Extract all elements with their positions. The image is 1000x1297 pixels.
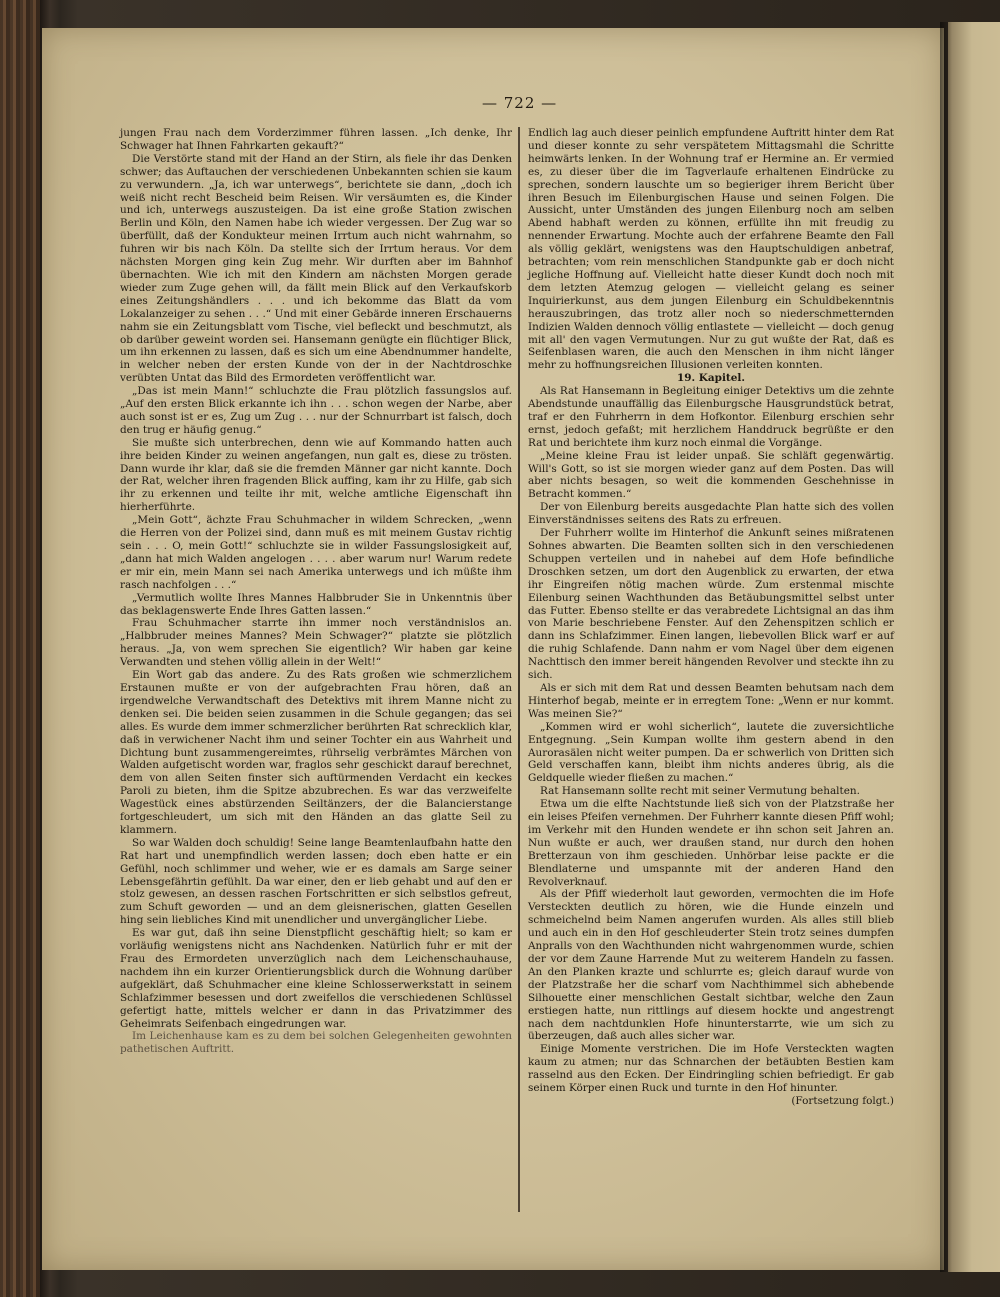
text-column-right: [528, 127, 894, 1108]
page-fold-shadow: [940, 22, 952, 1272]
paragraph: „Vermutlich wollte Ihres Mannes Halbbruder Sie in Unkenntnis über das beklagenswerte Ende Ihres Gatten lassen.“: [120, 591, 512, 617]
adjacent-page-edge: [948, 22, 1000, 1272]
paragraph: „Kommen wird er wohl sicherlich“, lautete die zuversichtliche Entgegnung. „Sein Kumpan wollte ihm gestern abend in den Aurorasälen nicht weiter pumpen. Da er schwerlich von Dritten sich Geld verschaffen kann, bleibt ihm nichts anderes übrig, als die Geldquelle wieder fließen zu machen.“: [528, 720, 894, 785]
paragraph: „Meine kleine Frau ist leider unpaß. Sie schläft gegenwärtig. Will's Gott, so ist sie morgen wieder ganz auf dem Posten. Das will aber nichts besagen, so weit die kommenden Geschehnisse in Betracht kommen.“: [528, 449, 894, 501]
text-column-left: [120, 127, 512, 1056]
paragraph: Frau Schuhmacher starrte ihn immer noch verständnislos an. „Halbbruder meines Mannes? Mein Schwager?“ platzte sie plötzlich heraus. „Ja, von wem sprechen Sie eigentlich? Wir haben gar keine Verwandten und stehen völlig allein in der Welt!“: [120, 617, 512, 669]
paragraph: Als Rat Hansemann in Begleitung einiger Detektivs um die zehnte Abendstunde unauffällig das Eilenburgsche Hausgrundstück betrat, traf er den Fuhrherrn in dem Hofkontor. Eilenburg erschien sehr ernst, jedoch gefaßt; mit herzlichem Handdruck begrüßte er den Rat und berichtete ihm kurz noch einmal die Vorgänge.: [528, 385, 894, 449]
paragraph: „Das ist mein Mann!“ schluchzte die Frau plötzlich fassungslos auf. „Auf den ersten Blick erkannte ich ihn . . . schon wegen der Narbe, aber auch sonst ist er es, Zug um Zug . . . nur der Schnurrbart ist falsch, doch den trug er häufig genug.“: [120, 385, 512, 436]
paragraph: Einige Momente verstrichen. Die im Hofe Versteckten wagten kaum zu atmen; nur das Schnarchen der betäubten Bestien kam rasselnd aus den Ecken. Der Eindringling schien befriedigt. Er gab seinem Körper einen Ruck und turnte in den Hof hinunter.: [528, 1043, 894, 1095]
book-binding: [0, 0, 40, 1297]
paragraph: Es war gut, daß ihn seine Dienstpflicht geschäftig hielt; so kam er vorläufig wenigstens nicht ans Nachdenken. Natürlich fuhr er mit der Frau des Ermordeten unverzüglich nach dem Leichenschauhause, nachdem ihn ein kurzer Orientierungsblick durch die Wohnung darüber aufgeklärt, daß Schuhmacher eine kleine Schlosserwerkstatt in seinem Schlafzimmer besessen und dort zweifellos die verschiedenen Schlüssel gefertigt hatte, mittels welcher er dann in das Privatzimmer des Geheimrats Seifenbach eingedrungen war.: [120, 927, 512, 1030]
paragraph: jungen Frau nach dem Vorderzimmer führen lassen. „Ich denke, Ihr Schwager hat Ihnen Fahrkarten gekauft?“: [120, 127, 512, 152]
paragraph: So war Walden doch schuldig! Seine lange Beamtenlaufbahn hatte den Rat hart und unempfindlich werden lassen; doch eben hatte er ein Gefühl, noch schlimmer und weher, wie er es damals am Sarge seiner Lebensgefährtin gefühlt. Da war einer, den er lieb gehabt und auf den er stolz gewesen, an dessen raschen Fortschritten er sich selbstlos gefreut, zum Schuft geworden — und an dem gleisnerischen, glatten Gesellen hing sein liebliches Kind mit unendlicher und unvergänglicher Liebe.: [120, 836, 512, 927]
column-divider: [518, 127, 520, 1212]
paragraph: Rat Hansemann sollte recht mit seiner Vermutung behalten.: [540, 785, 860, 798]
paragraph: Der von Eilenburg bereits ausgedachte Plan hatte sich des vollen Einverständnisses seitens des Rats zu erfreuen.: [528, 501, 894, 527]
page-number: — 722 —: [482, 94, 558, 112]
paragraph: Die Verstörte stand mit der Hand an der Stirn, als fiele ihr das Denken schwer; das Auftauchen der verschiedenen Unbekannten schien sie kaum zu verwundern. „Ja, ich war unterwegs“, berichtete sie dann, „doch ich weiß nicht recht Bescheid beim Reisen. Wir versäumten es, die Kinder und ich, unterwegs auszusteigen. Da ist eine große Station zwischen Berlin und Köln, den Namen habe ich wieder vergessen. Der Zug war so überfüllt, daß der Kondukteur meinen Irrtum auch nicht wahrnahm, so fuhren wir bis nach Köln. Da stellte sich der Irrtum heraus. Vor dem nächsten Morgen ging kein Zug mehr. Wir durften aber im Bahnhof übernachten. Wie ich mit den Kindern am nächsten Morgen gerade wieder zum Zuge gehen will, da fällt mein Blick auf den Verkaufskorb eines Zeitungshändlers . . . und ich bekomme das Blatt da vom Lokalanzeiger zu sehen . . .“ Und mit einer Gebärde inneren Erschauerns nahm sie ein Zeitungsblatt vom Tische, viel befleckt und beschmutzt, als ob darüber geweint worden sei. Hansemann genügte ein flüchtiger Blick, um ihn erkennen zu lassen, daß es sich um eine Abendnummer handelte, in welcher neben der ersten Kunde von der in der Nachtdroschke verübten Untat das Bild des Ermordeten veröffentlicht war.: [120, 152, 512, 385]
paragraph: „Mein Gott“, ächzte Frau Schuhmacher in wildem Schrecken, „wenn die Herren von der Polizei sind, dann muß es mit meinem Gustav richtig sein . . . O, mein Gott!“ schluchzte sie in wilder Fassungslosigkeit auf, „dann hat mich Walden angelogen . . . . aber warum nur! Warum redete er mir ein, mein Mann sei nach Amerika unterwegs und ich müßte ihm rasch nachfolgen . . .“: [120, 514, 512, 591]
continuation-note: (Fortsetzung folgt.): [791, 1094, 894, 1107]
paragraph: Als er sich mit dem Rat und dessen Beamten behutsam nach dem Hinterhof begab, meinte er in erregtem Tone: „Wenn er nur kommt. Was meinen Sie?“: [528, 681, 894, 720]
paragraph: Etwa um die elfte Nachtstunde ließ sich von der Platzstraße her ein leises Pfeifen vernehmen. Der Fuhrherr kannte diesen Pfiff wohl; im Verkehr mit den Hunden wendete er ihn schon seit Jahren an. Nun wußte er auch, wer draußen stand, nur durch den hohen Bretterzaun von ihm geschieden. Unhörbar leise packte er die Blendlaterne und umspannte mit der anderen Hand den Revolverknauf.: [528, 798, 894, 888]
paragraph: Der Fuhrherr wollte im Hinterhof die Ankunft seines mißratenen Sohnes abwarten. Die Beamten sollten sich in den verschiedenen Schuppen verteilen und in nahebei auf dem Hofe befindliche Droschken setzen, um dort den Augenblick zu erwarten, der etwa ihr Eingreifen nötig machen würde. Zum erstenmal mischte Eilenburg seinen Wachthunden das Betäubungsmittel selbst unter das Futter. Ebenso stellte er das verabredete Lichtsignal an das ihm von Marie beschriebene Fenster. Auf den Zehenspitzen schlich er dann ins Schlafzimmer. Einen langen, liebevollen Blick warf er auf die ruhig Schlafende. Dann nahm er vom Nagel über dem eigenen Nachttisch den immer bereit hängenden Revolver und steckte ihn zu sich.: [528, 527, 894, 682]
paragraph: Sie mußte sich unterbrechen, denn wie auf Kommando hatten auch ihre beiden Kinder zu weinen angefangen, nun galt es, diese zu trösten. Dann wurde ihr klar, daß sie die fremden Männer gar nicht kannte. Doch der Rat, welcher ihren fragenden Blick auffing, kam ihr zu Hilfe, gab sich ihr zu erkennen und teilte ihr mit, welche amtliche Eigenschaft ihn hierherführte.: [120, 436, 512, 514]
paragraph: Endlich lag auch dieser peinlich empfundene Auftritt hinter dem Rat und dieser konnte zu sehr verspätetem Mittagsmahl die Schritte heimwärts lenken. In der Wohnung traf er Hermine an. Er vermied es, zu dieser über die im Tagverlaufe erhaltenen Eindrücke zu sprechen, sondern lauschte um so begieriger ihrem Bericht über ihren Besuch im Eilenburgischen Hause und seinen Folgen. Die Aussicht, unter Umständen des jungen Eilenburg noch am selben Abend habhaft werden zu können, erfüllte ihn mit freudig zu nennender Erwartung. Mochte auch der erfahrene Beamte den Fall als völlig geklärt, wenigstens was den Hauptschuldigen anbetraf, betrachten; vom rein menschlichen Standpunkte gab er doch nicht jegliche Hoffnung auf. Vielleicht hatte dieser Kundt doch noch mit dem letzten Atemzug gelogen — vielleicht gelang es seiner Inquirierkunst, aus dem jungen Eilenburg ein Schuldbekenntnis herauszubringen, das trotz aller noch so niederschmetternden Indizien Walden dennoch völlig entlastete — vielleicht — doch genug mit all' den vagen Vermutungen. Nur zu gut wußte der Rat, daß es Seifenblasen waren, die auch den Menschen in ihm nicht länger mehr zu hoffnungsreichen Illusionen verleiten konnten.: [528, 127, 894, 372]
paragraph: Als der Pfiff wiederholt laut geworden, vermochten die im Hofe Versteckten deutlich zu hören, wie die Hunde einzeln und schmeichelnd beim Namen angerufen wurden. Als alles still blieb und auch ein in den Hof geschleuderter Stein trotz seines dumpfen Anpralls von den Wachthunden nicht wahrgenommen wurde, schien der vor dem Zaune Harrende Mut zu weiterem Handeln zu fassen. An den Planken krazte und schlurrte es; gleich darauf wurde von der Platzstraße her die scharf vom Nachthimmel sich abhebende Silhouette einer menschlichen Gestalt sichtbar, welche den Zaun erstiegen hatte, nun rittlings auf diesem hockte und angestrengt nach dem nachtdunklen Hofe hinunterstarrte, wie um sich zu überzeugen, daß auch alles sicher war.: [528, 888, 894, 1043]
paragraph: Ein Wort gab das andere. Zu des Rats großen wie schmerzlichem Erstaunen mußte er von der aufgebrachten Frau hören, daß an irgendwelche Verwandtschaft des Detektivs mit ihrem Manne nicht zu denken sei. Die beiden seien zusammen in die Schule gegangen; das sei alles. Es wurde dem immer schmerzlicher berührten Rat schrecklich klar, daß in verwichener Nacht ihm und seiner Tochter ein aus Wahrheit und Dichtung bunt zusammengereimtes, rührselig verbrämtes Märchen von Walden aufgetischt worden war, fraglos sehr geschickt darauf berechnet, dem von allen Seiten finster sich auftürmenden Verdacht ein keckes Paroli zu bieten, ihm die Spitze abzubrechen. Es war das verzweifelte Wagestück eines abstürzenden Seiltänzers, der die Balancierstange fortgeschleudert, um sich mit den Händen an das glatte Seil zu klammern.: [120, 669, 512, 836]
chapter-heading: 19. Kapitel.: [677, 372, 745, 385]
paragraph: Im Leichenhause kam es zu dem bei solchen Gelegenheiten gewohnten pathetischen Auftritt.: [120, 1030, 512, 1056]
